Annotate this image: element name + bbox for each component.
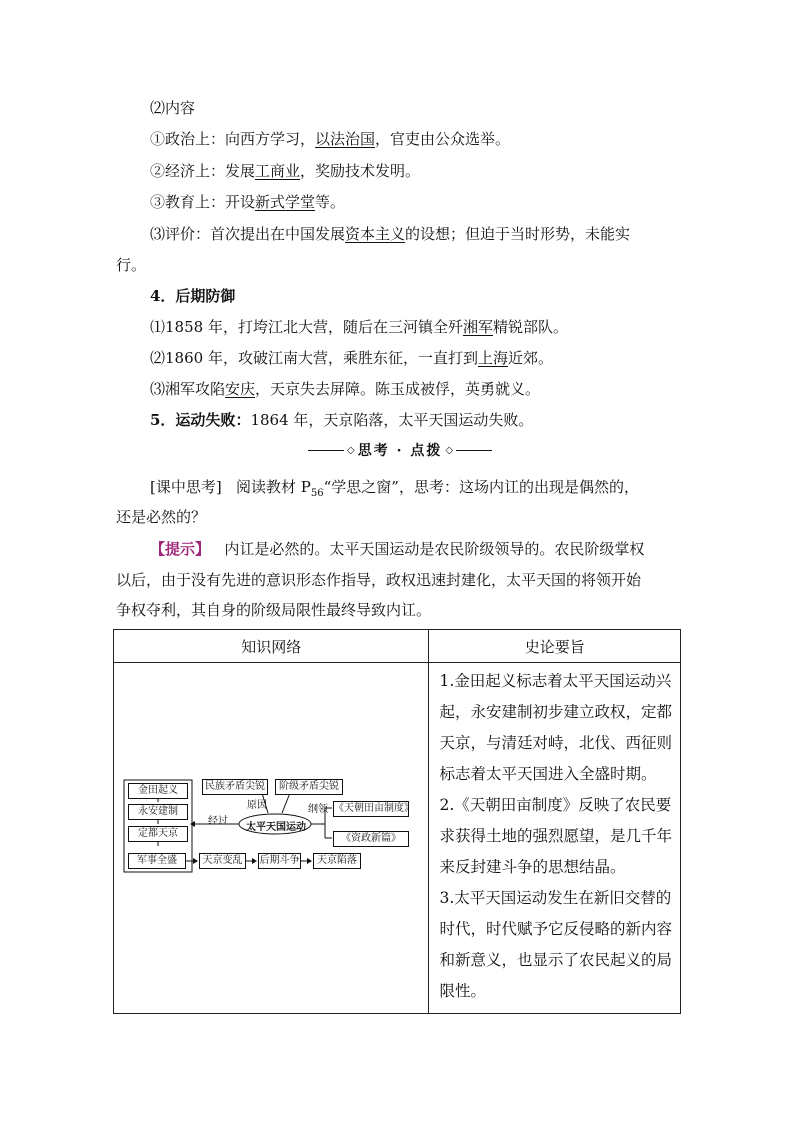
keyword-capitalism: 资本主义: [345, 225, 406, 243]
item-4-point-1: ⑴1858 年，打垮江北大营，随后在三河镇全歼湘军精锐部队。: [150, 318, 568, 336]
question-line-2: 还是必然的？: [116, 508, 207, 526]
hint-line-1: 【提示】 内讧是必然的。太平天国运动是农民阶级领导的。农民阶级掌权: [150, 540, 645, 558]
diamond-icon: ◇: [347, 444, 355, 456]
summary-line: 来反封建斗争的思想结晶。: [439, 858, 626, 876]
cause-box: 阶级矛盾尖锐: [275, 779, 343, 795]
hint-line-3: 争权夺利，其自身的阶级局限性最终导致内讧。: [116, 601, 432, 619]
program-box: 《天朝田亩制度》: [333, 801, 409, 817]
stage-box: 定都天京: [128, 826, 188, 842]
stage-box: 金田起义: [128, 783, 188, 799]
summary-line: 时代，时代赋予它反侵略的新内容: [439, 920, 672, 938]
item-4-title: 4．后期防御: [150, 287, 236, 305]
summary-line: 1.金田起义标志着太平天国运动兴: [439, 672, 672, 690]
program-label: 纲领: [308, 804, 328, 815]
program-box: 《资政新篇》: [333, 831, 409, 847]
summary-line: 起，永安建制初步建立政权，定都: [439, 703, 672, 721]
later-stage-box: 后期斗争: [258, 853, 301, 869]
evaluation-line-1: ⑶评价：首次提出在中国发展资本主义的设想；但迫于当时形势，未能实: [150, 225, 631, 243]
summary-line: 天京，与清廷对峙，北伐、西征则: [439, 734, 672, 752]
summary-line: 求获得土地的强烈愿望，是几千年: [439, 827, 672, 845]
summary-line: 2.《天朝田亩制度》反映了农民要: [439, 796, 672, 814]
item-5-line: 5．运动失败：1864 年，天京陷落，太平天国运动失败。: [150, 411, 534, 429]
summary-line: 限性。: [439, 982, 486, 1000]
section-2-title: ⑵内容: [150, 99, 196, 117]
summary-line: 和新意义，也显示了农民起义的局: [439, 951, 672, 969]
keyword-new-schools: 新式学堂: [255, 193, 316, 211]
economy-line: ②经济上：发展工商业，奖励技术发明。: [150, 162, 421, 180]
education-line: ③教育上：开设新式学堂等。: [150, 193, 346, 211]
knowledge-network-diagram: [122, 776, 422, 894]
summary-cell: [429, 663, 681, 1014]
cause-box: 民族矛盾尖锐: [202, 779, 268, 795]
knowledge-network-cell: [114, 663, 429, 1014]
evaluation-line-2: 行。: [116, 256, 147, 274]
hint-tag: 【提示】: [150, 540, 211, 558]
think-heading: 思考 · 点拨: [357, 443, 443, 459]
stage-box: 永安建制: [128, 804, 188, 820]
summary-table: [113, 629, 681, 1014]
center-label: 太平天国运动: [246, 822, 306, 833]
diamond-icon: ◇: [445, 444, 454, 456]
table-header-summary: 史论要旨: [429, 630, 681, 663]
politics-line: ①政治上：向西方学习，以法治国，官吏由公众选举。: [150, 130, 511, 148]
keyword-commerce: 工商业: [255, 162, 301, 180]
later-stage-box: 天京陷落: [313, 853, 361, 869]
think-heading-bar: [308, 440, 492, 460]
item-4-point-2: ⑵1860 年，攻破江南大营，乘胜东征，一直打到上海近郊。: [150, 349, 553, 367]
table-header-knowledge: 知识网络: [114, 630, 429, 663]
stage-box: 军事全盛: [128, 853, 186, 869]
summary-line: 3.太平天国运动发生在新旧交替的: [439, 889, 672, 907]
hint-line-2: 以后，由于没有先进的意识形态作指导，政权迅速封建化，太平天国的将领开始: [116, 571, 642, 589]
item-4-point-3: ⑶湘军攻陷安庆，天京失去屏障。陈玉成被俘，英勇就义。: [150, 380, 541, 398]
question-line-1: [课中思考] 阅读教材 $P_{56}“$学思之窗”，思考：这场内讧的出现是偶然的，: [150, 478, 639, 499]
later-stage-box: 天京变乱: [199, 853, 246, 869]
cause-label: 原因: [247, 800, 267, 811]
summary-line: 标志着太平天国进入全盛时期。: [439, 765, 657, 783]
keyword-rule-by-law: 以法治国: [315, 130, 376, 148]
question-tag: [课中思考]: [150, 478, 222, 496]
process-label: 经过: [208, 816, 228, 827]
